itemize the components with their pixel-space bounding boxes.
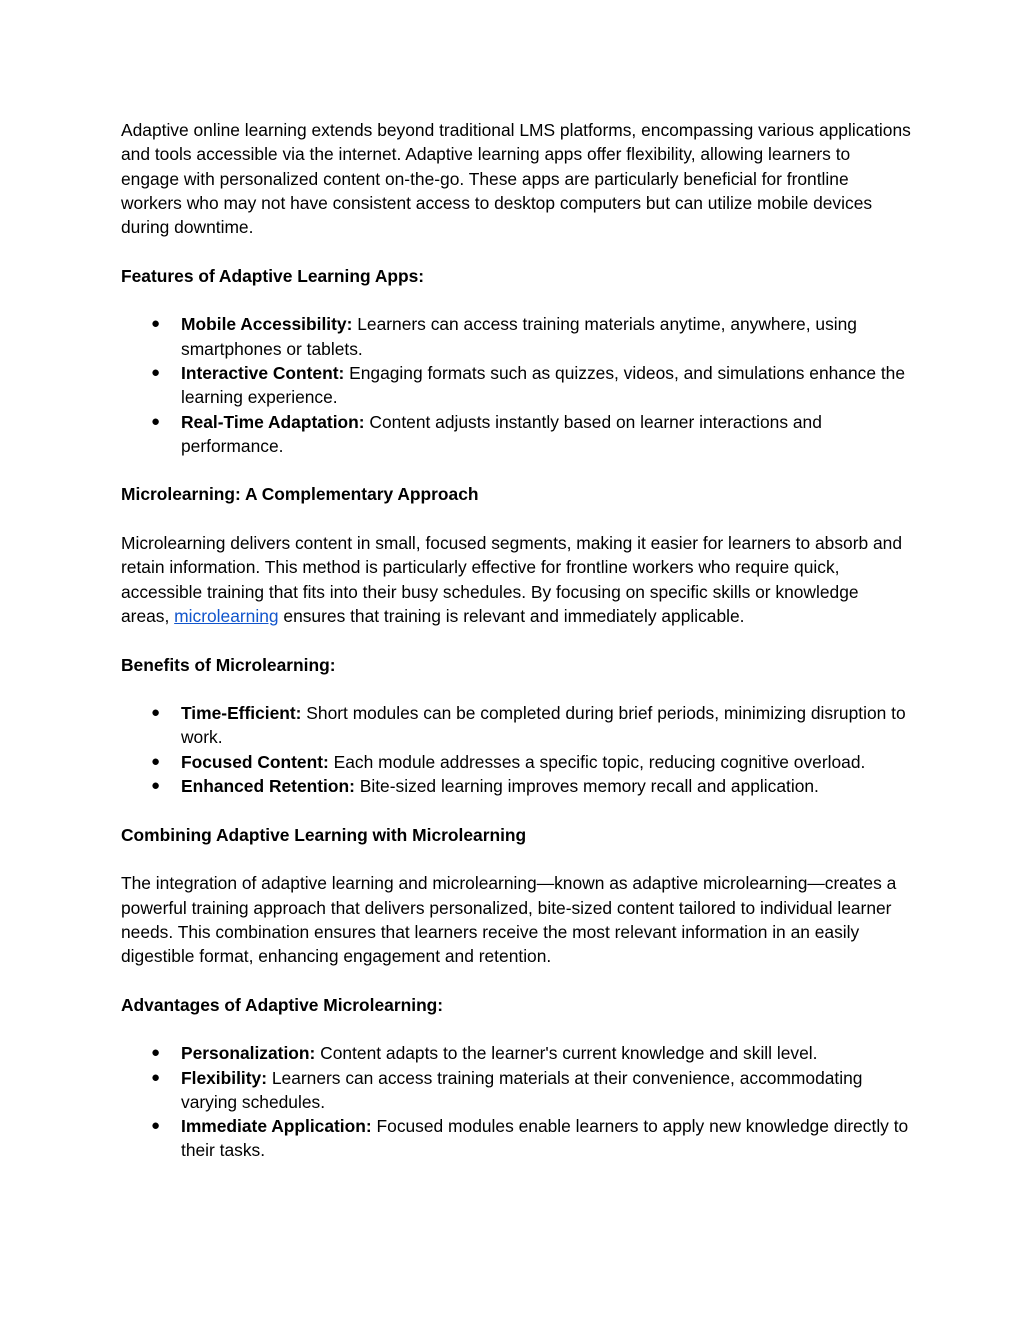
features-list xyxy=(121,312,911,458)
combining-heading: Combining Adaptive Learning with Microlearning xyxy=(121,824,527,845)
paragraph-text: Microlearning delivers content in small, focused segments, making it easier for learners to absorb and retain information. This method is particularly effective for frontline workers who require quick, accessible training that fits into their busy schedules. By focusing on specific skills or knowledge areas, xyxy=(121,533,903,626)
document-page xyxy=(121,118,911,1163)
bullet-icon: ● xyxy=(151,704,161,722)
bullet-icon: ● xyxy=(151,1117,161,1135)
list-item xyxy=(121,701,911,750)
spacer xyxy=(121,628,911,652)
spacer xyxy=(121,798,911,822)
bullet-icon: ● xyxy=(151,777,161,795)
list-item xyxy=(121,410,911,459)
bullet-icon: ● xyxy=(151,315,161,333)
bullet-icon: ● xyxy=(151,1068,161,1086)
list-item-term: Enhanced Retention: xyxy=(181,776,355,797)
list-item xyxy=(121,1041,911,1065)
bullet-icon: ● xyxy=(151,412,161,430)
list-item-term: Focused Content: xyxy=(181,751,329,772)
spacer xyxy=(121,968,911,992)
benefits-heading: Benefits of Microlearning: xyxy=(121,654,336,675)
list-item xyxy=(121,1114,911,1163)
spacer xyxy=(121,1017,911,1041)
spacer xyxy=(121,847,911,871)
list-item-text: Focused modules enable learners to apply new knowledge directly to their tasks. xyxy=(181,1116,909,1161)
features-heading: Features of Adaptive Learning Apps: xyxy=(121,265,425,286)
list-item xyxy=(121,312,911,361)
list-item-text: Content adjusts instantly based on learner interactions and performance. xyxy=(181,411,822,456)
list-item xyxy=(121,361,911,410)
bullet-icon: ● xyxy=(151,752,161,770)
benefits-list xyxy=(121,701,911,798)
list-item-term: Immediate Application: xyxy=(181,1116,372,1137)
advantages-list xyxy=(121,1041,911,1162)
list-item-term: Mobile Accessibility: xyxy=(181,314,353,335)
spacer xyxy=(121,458,911,482)
list-item xyxy=(121,1066,911,1115)
microlearning-heading: Microlearning: A Complementary Approach xyxy=(121,484,479,505)
list-item xyxy=(121,750,911,774)
bullet-icon: ● xyxy=(151,363,161,381)
intro-paragraph: Adaptive online learning extends beyond traditional LMS platforms, encompassing various applications and tools accessible via the internet. Adaptive learning apps offer flexibility, allowing learners to engage with personalized content on-the-go. These apps are particularly beneficial for frontline workers who may not have consistent access to desktop computers but can utilize mobile devices during downtime. xyxy=(121,120,911,238)
list-item-text: Content adapts to the learner's current knowledge and skill level. xyxy=(315,1043,818,1064)
list-item-text: Bite-sized learning improves memory recall and application. xyxy=(354,776,819,797)
microlearning-link[interactable]: microlearning xyxy=(174,605,279,626)
list-item-text: Learners can access training materials at their convenience, accommodating varying schedules. xyxy=(181,1067,863,1112)
list-item-text: Short modules can be completed during brief periods, minimizing disruption to work. xyxy=(181,703,906,748)
spacer xyxy=(121,288,911,312)
list-item-text: Engaging formats such as quizzes, videos, and simulations enhance the learning experience. xyxy=(181,362,906,408)
list-item-term: Time-Efficient: xyxy=(181,703,302,724)
list-item xyxy=(121,774,911,798)
spacer xyxy=(121,677,911,701)
spacer xyxy=(121,239,911,263)
list-item-text: Learners can access training materials anytime, anywhere, using smartphones or tablets. xyxy=(181,314,857,359)
microlearning-paragraph xyxy=(121,531,911,628)
list-item-term: Flexibility: xyxy=(181,1067,268,1088)
advantages-heading: Advantages of Adaptive Microlearning: xyxy=(121,994,444,1015)
combining-paragraph: The integration of adaptive learning and microlearning—known as adaptive microlearning—creates a powerful training approach that delivers personalized, bite-sized content tailored to individual learner needs. This combination ensures that learners receive the most relevant information in an easily digestible format, enhancing engagement and retention. xyxy=(121,873,897,967)
list-item-term: Interactive Content: xyxy=(181,362,345,383)
spacer xyxy=(121,507,911,531)
bullet-icon: ● xyxy=(151,1044,161,1062)
list-item-term: Personalization: xyxy=(181,1043,316,1064)
paragraph-text: ensures that training is relevant and immediately applicable. xyxy=(278,605,745,626)
list-item-text: Each module addresses a specific topic, reducing cognitive overload. xyxy=(328,751,866,772)
list-item-term: Real-Time Adaptation: xyxy=(181,411,365,432)
